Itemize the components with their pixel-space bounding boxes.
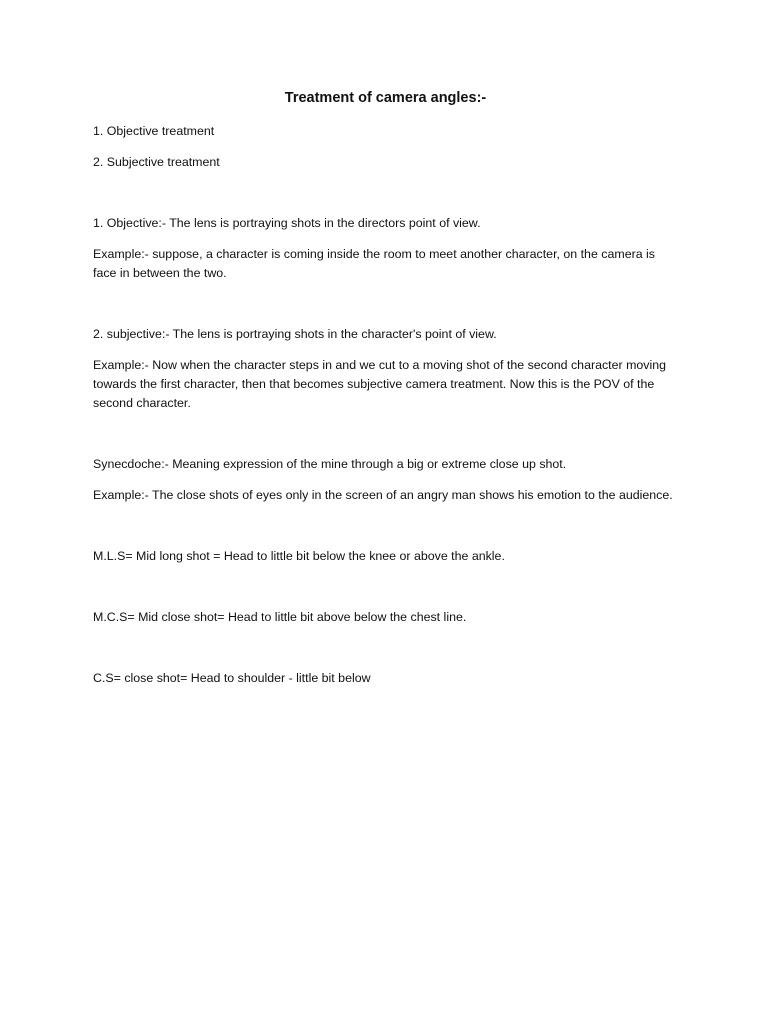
definition-mls: M.L.S= Mid long shot = Head to little bit below the knee or above the ankle. — [93, 549, 505, 563]
objective-heading: 1. Objective:- The lens is portraying shots in the directors point of view. — [93, 216, 481, 230]
list-item-objective: 1. Objective treatment — [93, 124, 215, 138]
document-content — [93, 88, 678, 688]
document-title: Treatment of camera angles:- — [284, 90, 487, 106]
definition-cs: C.S= close shot= Head to shoulder - little bit below — [93, 671, 371, 685]
synecdoche-heading: Synecdoche:- Meaning expression of the mine through a big or extreme close up shot. — [93, 457, 567, 471]
synecdoche-example: Example:- The close shots of eyes only in the screen of an angry man shows his emotion to the audience. — [93, 488, 673, 502]
subjective-example: Example:- Now when the character steps in and we cut to a moving shot of the second character moving towards the first character, then that becomes subjective camera treatment. Now this is the POV of the second character. — [93, 358, 667, 410]
objective-example: Example:- suppose, a character is coming inside the room to meet another character, on the camera is face in between the two. — [93, 247, 655, 280]
definition-mcs: M.C.S= Mid close shot= Head to little bit above below the chest line. — [93, 610, 467, 624]
subjective-heading: 2. subjective:- The lens is portraying shots in the character's point of view. — [93, 327, 497, 341]
list-item-subjective: 2. Subjective treatment — [93, 155, 220, 169]
